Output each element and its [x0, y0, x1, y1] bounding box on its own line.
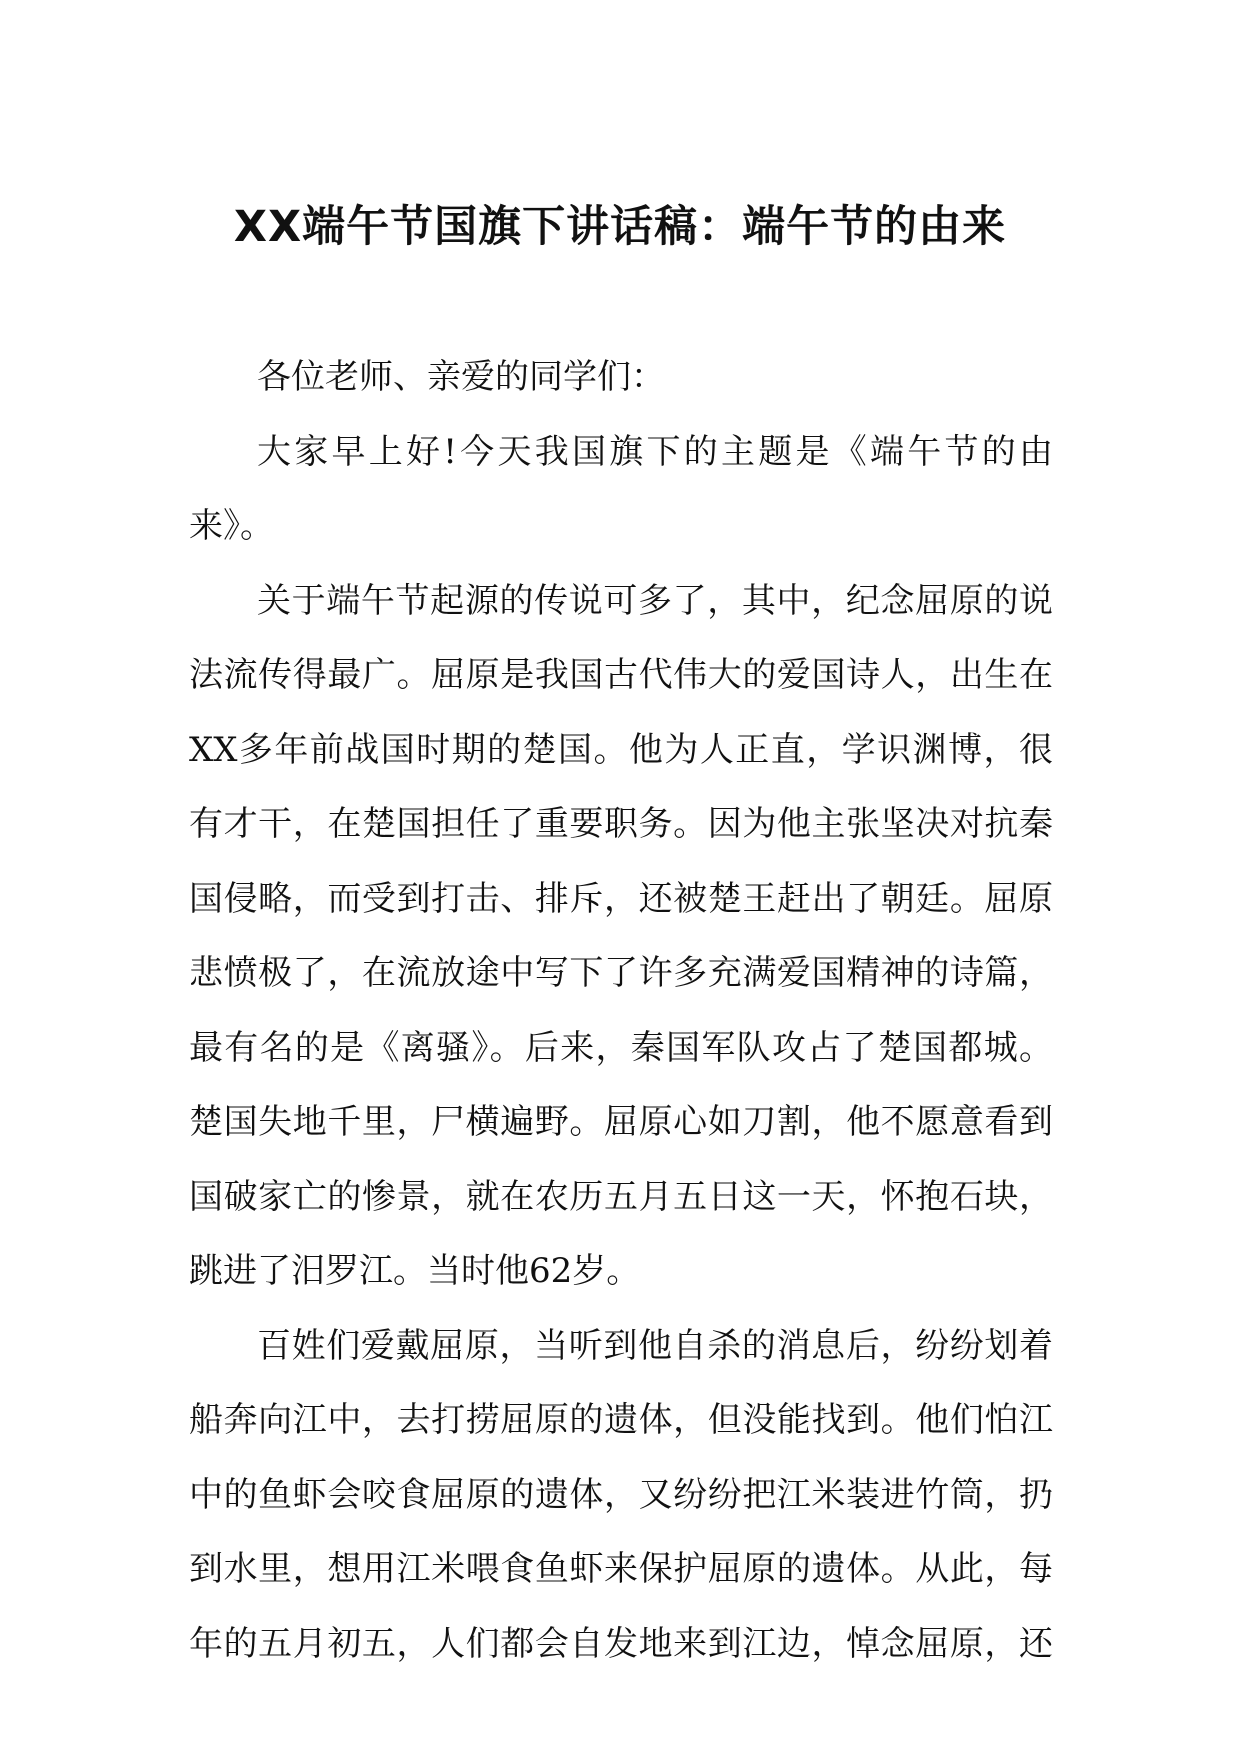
paragraph-people-mourning: 百姓们爱戴屈原，当听到他自杀的消息后，纷纷划着船奔向江中，去打捞屈原的遗体，但没能找到。他们怕江中的鱼虾会咬食屈原的遗体，又纷纷把江米装进竹筒，扔到水里，想用江米喂食鱼虾来保护屈原的遗体。从此，每年的五月初五，人们都会自发地来到江边，悼念屈原，还: [189, 1325, 1053, 1664]
page-title: XX端午节国旗下讲话稿：端午节的由来: [233, 201, 1007, 252]
document-body: [189, 340, 1053, 1681]
paragraph-greeting: 大家早上好!今天我国旗下的主题是《端午节的由来》。: [189, 431, 1053, 546]
salutation: 各位老师、亲爱的同学们：: [257, 357, 665, 397]
paragraph-origin-legend: 关于端午节起源的传说可多了，其中，纪念屈原的说法流传得最广。屈原是我国古代伟大的爱国诗人，出生在XX多年前战国时期的楚国。他为人正直，学识渊博，很有才干，在楚国担任了重要职务。因为他主张坚决对抗秦国侵略，而受到打击、排斥，还被楚王赶出了朝廷。屈原悲愤极了，在流放途中写下了许多充满爱国精神的诗篇，最有名的是《离骚》。后来，秦国军队攻占了楚国都城。楚国失地千里，尸横遍野。屈原心如刀割，他不愿意看到国破家亡的惨景，就在农历五月五日这一天，怀抱石块，跳进了汨罗江。当时他62岁。: [189, 580, 1053, 1291]
